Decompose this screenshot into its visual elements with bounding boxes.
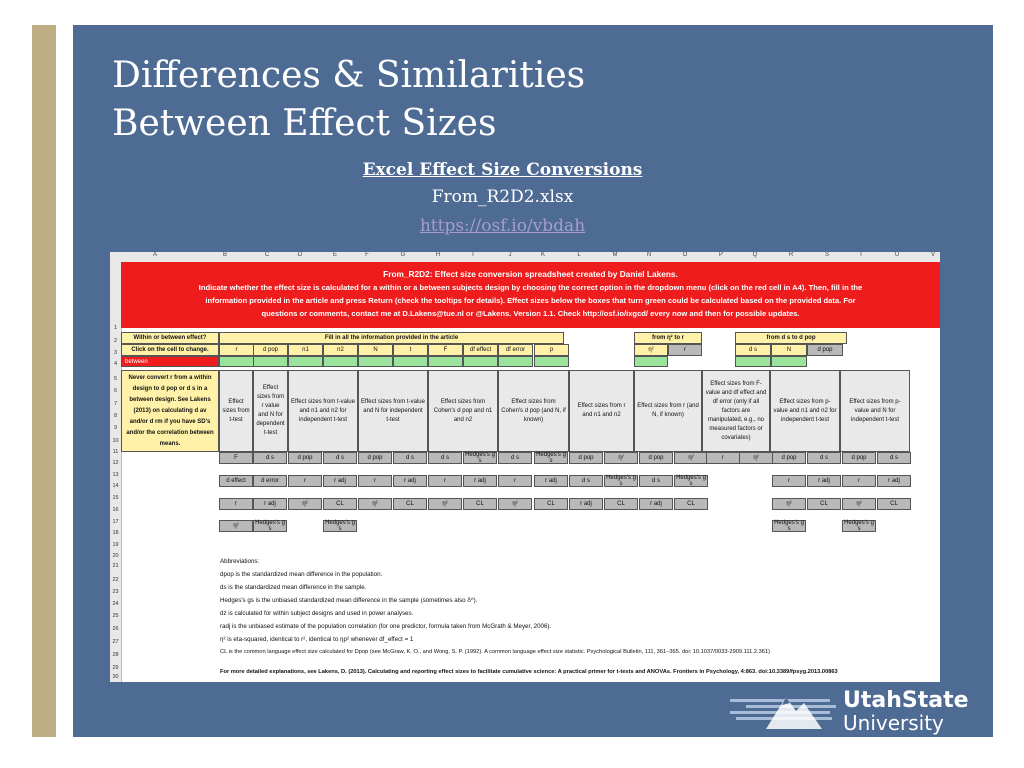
output-cell: η²	[498, 498, 532, 510]
red-line-2: Indicate whether the effect size is calculated for a within or a between subjects design by choosing the correct option in the dropdown menu (click on the red cell in A4). Then, fill in the	[198, 283, 863, 292]
from-ds-header: from d s to d pop	[735, 332, 847, 344]
output-cell: Hedges's g s	[674, 475, 708, 487]
output-cell: d s	[428, 452, 462, 464]
ds-input-label: d pop	[807, 344, 843, 356]
row-header[interactable]: 7	[113, 401, 118, 407]
column-header[interactable]: F	[365, 252, 369, 258]
row-header[interactable]: 2	[113, 338, 118, 344]
output-cell: F	[219, 452, 253, 464]
column-header[interactable]: B	[222, 252, 227, 258]
output-cell: r	[428, 475, 462, 487]
output-cell: r	[358, 475, 392, 487]
output-cell: r adj	[877, 475, 911, 487]
output-cell: CL	[604, 498, 638, 510]
row-header[interactable]: 28	[112, 652, 119, 658]
fill-in-header: Fill in all the information provided in the article	[219, 332, 564, 344]
effect-size-description: Effect sizes from F-value and df effect and df error (only if all factors are manipulated, e.g., no measured factors or covariates)	[702, 370, 770, 452]
filename: From_R2D2.xlsx	[431, 187, 574, 207]
output-cell: d pop	[639, 452, 673, 464]
output-cell: r adj	[569, 498, 603, 510]
effect-size-description: Effect sizes from p-value and n1 and n2 for independent t-test	[770, 370, 840, 452]
osf-link[interactable]: https://osf.io/vbdah	[419, 216, 586, 236]
row-header[interactable]: 19	[112, 542, 119, 548]
output-cell: d pop	[842, 452, 876, 464]
red-instructions-box	[121, 262, 940, 328]
column-header[interactable]: K	[540, 252, 545, 258]
output-cell: CL	[393, 498, 427, 510]
output-cell: Hedges's g s	[323, 520, 357, 532]
warning-text-block: Never convert r from a within design to d pop or d s in a between design. See Lakens (2013) on calculating d av and/or d rm if you have SD's and/or the correlation between means.	[121, 370, 219, 452]
input-label-cell: N	[358, 344, 393, 356]
input-label-cell: n2	[323, 344, 358, 356]
row-header[interactable]: 27	[112, 639, 119, 645]
output-cell: Hedges's g s	[772, 520, 806, 532]
red-line-4: questions or comments, contact me at D.Lakens@tue.nl or @Lakens. Version 1.1. Check http://osf.io/ixgcd/ every now and then for possible updates.	[261, 309, 800, 318]
row-header[interactable]: 9	[113, 425, 118, 431]
output-cell: Hedges's g s	[253, 520, 287, 532]
column-header[interactable]: R	[788, 252, 794, 258]
red-line-1: From_R2D2: Effect size conversion spreadsheet created by Daniel Lakens.	[383, 269, 678, 279]
effect-size-description: Effect sizes from p-value and N for independent t-test	[840, 370, 910, 452]
output-cell: r adj	[393, 475, 427, 487]
spreadsheet-screenshot	[110, 252, 940, 682]
output-cell: d s	[498, 452, 532, 464]
row-header[interactable]: 18	[112, 530, 119, 536]
note-dpop: dpop is the standardized mean difference in the population.	[220, 571, 383, 578]
output-cell: CL	[463, 498, 497, 510]
effect-size-description: Effect sizes from t-test	[219, 370, 253, 452]
output-cell: d s	[639, 475, 673, 487]
accent-bar	[32, 25, 56, 737]
row-header[interactable]: 13	[112, 472, 119, 478]
row-header[interactable]: 24	[112, 601, 119, 607]
input-value-cell[interactable]	[219, 356, 254, 367]
row-header[interactable]: 11	[112, 449, 119, 455]
output-cell: r	[288, 475, 322, 487]
output-cell: d effect	[219, 475, 253, 487]
output-cell: η²	[219, 520, 253, 532]
input-label-cell: p	[534, 344, 569, 356]
note-cl: CL is the common language effect size calculated for Dpop (see McGraw, K. O., and Wong, S. P. (1992). A common language effect size statistic. Psychological Bulletin, 111, 361–365. doi: 10.1037/0033-2909.111.2.361)	[220, 649, 771, 655]
input-value-cell[interactable]	[358, 356, 393, 367]
output-cell: d pop	[772, 452, 806, 464]
red-line-3: information provided in the article and press Return (check the tooltips for details). Effect sizes below the boxes that turn green could be calculated based on the provided data. For	[205, 296, 856, 305]
input-label-cell: df effect	[463, 344, 498, 356]
output-cell: r	[706, 452, 740, 464]
column-header[interactable]: M	[612, 252, 618, 258]
input-value-cell[interactable]	[253, 356, 288, 367]
input-label-cell: n1	[288, 344, 323, 356]
n-input-cell[interactable]	[771, 356, 807, 367]
row-header[interactable]: 30	[112, 674, 119, 680]
row-header[interactable]: 6	[113, 388, 118, 394]
row-header[interactable]: 23	[112, 589, 119, 595]
row-header[interactable]: 21	[112, 563, 119, 569]
input-label-cell: t	[393, 344, 428, 356]
output-cell: η²	[604, 452, 638, 464]
column-header[interactable]: D	[297, 252, 303, 258]
row-header[interactable]: 4	[113, 361, 118, 367]
input-value-cell[interactable]	[428, 356, 463, 367]
output-cell: η²	[358, 498, 392, 510]
within-between-label: Within or between effect?	[121, 332, 219, 344]
ds-input-label: N	[771, 344, 807, 356]
column-header[interactable]: L	[577, 252, 581, 258]
column-header[interactable]: U	[894, 252, 900, 258]
row-header[interactable]: 29	[112, 665, 119, 671]
output-cell: r	[498, 475, 532, 487]
output-cell: r	[219, 498, 253, 510]
row-header[interactable]: 5	[113, 376, 118, 382]
click-cell-label: Click on the cell to change.	[121, 344, 219, 356]
effect-size-description: Effect sizes from Cohen's d pop (and N, if known)	[498, 370, 569, 452]
input-label-cell: df error	[498, 344, 533, 356]
column-header[interactable]: S	[824, 252, 829, 258]
column-header[interactable]: H	[435, 252, 441, 258]
design-dropdown-cell[interactable]: between	[121, 356, 219, 367]
note-abbreviations: Abbreviations:	[220, 558, 260, 565]
input-value-cell[interactable]	[323, 356, 358, 367]
column-header[interactable]: N	[646, 252, 652, 258]
input-value-cell[interactable]	[498, 356, 533, 367]
effect-size-description: Effect sizes from t-value and n1 and n2 for independent t-test	[288, 370, 358, 452]
output-cell: Hedges's g s	[463, 452, 497, 464]
output-cell: d pop	[569, 452, 603, 464]
output-cell: r adj	[807, 475, 841, 487]
output-cell: r adj	[639, 498, 673, 510]
output-cell: d pop	[288, 452, 322, 464]
subtitle: Excel Effect Size Conversions	[362, 160, 643, 180]
row-header[interactable]: 3	[113, 350, 118, 356]
output-cell: d pop	[358, 452, 392, 464]
note-hedges: Hedges's gs is the unbiased standardized mean difference in the sample (sometimes also δ^).	[220, 597, 478, 604]
logo-text-line-1: UtahState	[843, 688, 969, 713]
output-cell: r	[772, 475, 806, 487]
input-label-cell: F	[428, 344, 463, 356]
ds-input-cell[interactable]	[735, 356, 771, 367]
output-cell: CL	[807, 498, 841, 510]
row-header[interactable]: 1	[113, 325, 118, 331]
column-header[interactable]: O	[682, 252, 688, 258]
title-line-1: Differences & Similarities	[112, 55, 586, 96]
output-cell: d s	[877, 452, 911, 464]
input-value-cell[interactable]	[534, 356, 569, 367]
row-header[interactable]: 17	[112, 519, 119, 525]
effect-size-description: Effect sizes from Cohen's d pop and n1 and n2	[428, 370, 498, 452]
column-header[interactable]: T	[859, 252, 863, 258]
output-cell: d s	[807, 452, 841, 464]
output-cell: Hedges's g s	[604, 475, 638, 487]
output-cell: r	[842, 475, 876, 487]
output-cell: η²	[772, 498, 806, 510]
output-cell: CL	[674, 498, 708, 510]
output-cell: Hedges's g s	[842, 520, 876, 532]
output-cell: CL	[323, 498, 357, 510]
output-cell: η²	[842, 498, 876, 510]
output-cell: CL	[534, 498, 568, 510]
note-dz: dz is calculated for within subject designs and used in power analyses.	[220, 610, 414, 617]
column-header[interactable]: C	[264, 252, 270, 258]
effect-size-description: Effect sizes from t-value and N for independent t-test	[358, 370, 428, 452]
output-cell: r adj	[323, 475, 357, 487]
column-header[interactable]: V	[930, 252, 935, 258]
output-cell: η²	[739, 452, 773, 464]
input-value-cell[interactable]	[463, 356, 498, 367]
output-cell: d error	[253, 475, 287, 487]
ds-input-label: d s	[735, 344, 771, 356]
input-value-cell[interactable]	[393, 356, 428, 367]
row-header[interactable]: 8	[113, 413, 118, 419]
from-eta-header: from η² to r	[634, 332, 702, 344]
column-header[interactable]: Q	[752, 252, 758, 258]
input-label-cell: d pop	[253, 344, 288, 356]
output-cell: η²	[428, 498, 462, 510]
output-cell: r adj	[253, 498, 287, 510]
input-label-cell: r	[219, 344, 254, 356]
row-header[interactable]: 14	[112, 483, 119, 489]
output-cell: η²	[674, 452, 708, 464]
output-cell: d s	[323, 452, 357, 464]
slide-title	[112, 52, 585, 148]
row-header[interactable]: 15	[112, 495, 119, 501]
note-ds: ds is the standardized mean difference in the sample.	[220, 584, 367, 591]
r-output-label: r	[668, 344, 702, 356]
output-cell: d s	[569, 475, 603, 487]
column-header[interactable]: I	[472, 252, 474, 258]
effect-size-description: Effect sizes from r value and N for dependent t-test	[253, 370, 288, 452]
column-header[interactable]: J	[508, 252, 512, 258]
title-line-2: Between Effect Sizes	[112, 103, 497, 144]
effect-size-description: Effect sizes from r (and N, if known)	[634, 370, 702, 452]
column-header[interactable]: A	[152, 252, 157, 258]
note-reference: For more detailed explanations, see Lakens, D. (2013). Calculating and reporting effect sizes to facilitate cumulative science: A practical primer for t-tests and ANOVAs. Frontiers in Psychology, 4:863. doi:10.3389/fpsyg.2013.00863	[220, 669, 838, 675]
note-eta: η² is eta-squared, identical to r², identical to ηp² whenever df_effect = 1	[220, 636, 414, 643]
logo-text-line-2: University	[843, 711, 944, 735]
output-cell: Hedges's g s	[534, 452, 568, 464]
output-cell: d s	[393, 452, 427, 464]
row-header[interactable]: 26	[112, 626, 119, 632]
row-header[interactable]: 10	[112, 438, 119, 444]
column-header[interactable]: E	[332, 252, 337, 258]
row-header[interactable]: 22	[112, 577, 119, 583]
row-header[interactable]: 12	[112, 460, 119, 466]
input-value-cell[interactable]	[288, 356, 323, 367]
output-cell: d s	[253, 452, 287, 464]
row-header[interactable]: 25	[112, 613, 119, 619]
output-cell: CL	[877, 498, 911, 510]
output-cell: η²	[288, 498, 322, 510]
column-header[interactable]: G	[400, 252, 406, 258]
output-cell: r adj	[463, 475, 497, 487]
note-radj: radj is the unbiased estimate of the population correlation (for one predictor, formula taken from McGrath & Meyer, 2006).	[220, 623, 552, 630]
effect-size-description: Effect sizes from r and n1 and n2	[569, 370, 634, 452]
column-header[interactable]: P	[718, 252, 723, 258]
eta-input-label: η²	[634, 344, 668, 356]
row-header[interactable]: 20	[112, 553, 119, 559]
eta-input-cell[interactable]	[634, 356, 668, 367]
output-cell: r adj	[534, 475, 568, 487]
row-header[interactable]: 16	[112, 507, 119, 513]
